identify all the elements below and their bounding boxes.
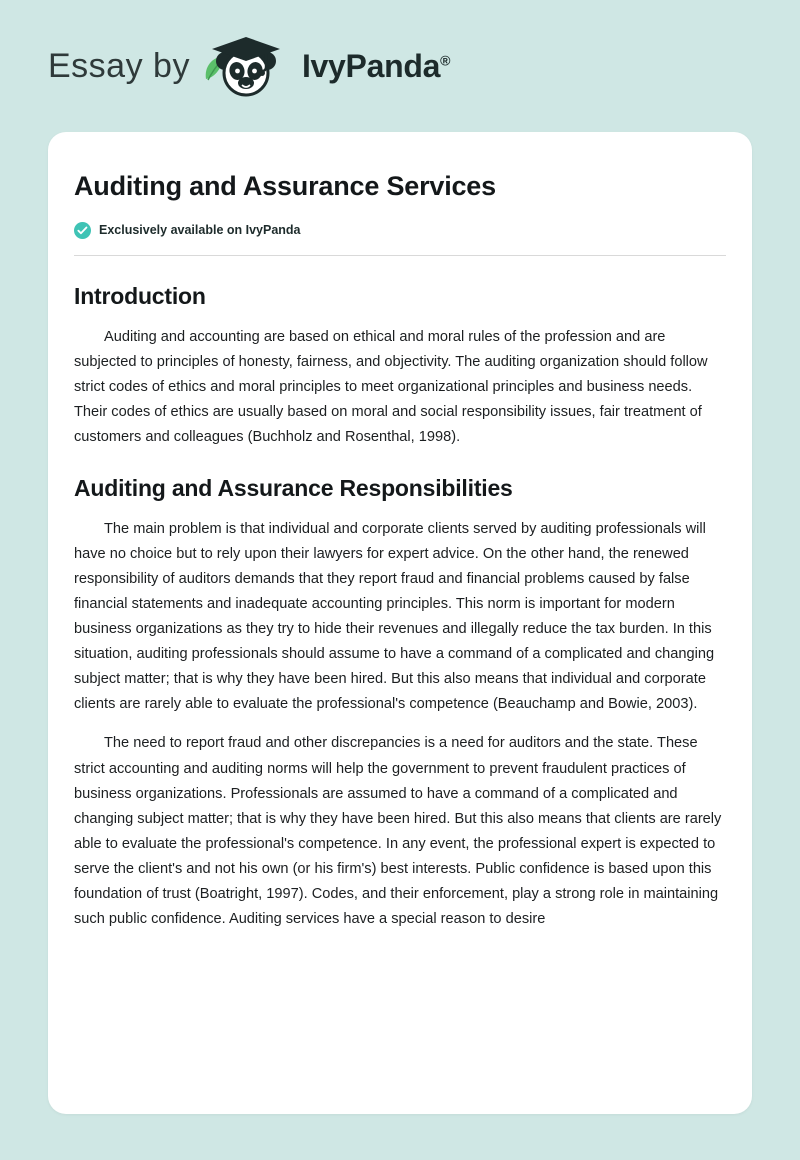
page-title: Auditing and Assurance Services	[74, 171, 496, 201]
check-circle-icon	[74, 222, 91, 239]
essay-by-label: Essay by	[48, 46, 190, 85]
paragraph: The main problem is that individual and corporate clients served by auditing professionals will have no choice but to rely upon their lawyers for expert advice. On the other hand, the renewed responsibility of auditors demands that they report fraud and financial problems caused by false financial statements and inadequate accounting principles. This norm is important for modern business organizations as they try to hide their revenues and illegally reduce the tax burden. In this situation, auditing professionals should assume to have a command of a complicated and changing subject matter; that is why they have been hired. But this also means that individual and corporate clients are rarely able to evaluate the professional's competence (Beauchamp and Bowie, 2003).	[74, 520, 715, 713]
document-card	[48, 132, 752, 1114]
site-header	[48, 0, 752, 132]
availability-badge-label: Exclusively available on IvyPanda	[99, 223, 301, 238]
brand-name-text: IvyPanda	[301, 47, 441, 84]
panda-graduation-cap-logo-icon	[200, 33, 296, 99]
brand-name	[302, 48, 450, 85]
availability-badge	[74, 222, 726, 239]
paragraph: The need to report fraud and other discrepancies is a need for auditors and the state. These strict accounting and auditing norms will help the government to prevent fraudulent practices of business organizations. Professionals are assumed to have a command of a complicated and changing subject matter; that is why they have been hired. But this also means that clients are rarely able to evaluate the professional's competence. In any event, the professional expert is expected to serve the client's and not his own (or his firm's) best interests. Public confidence is based upon this foundation of trust (Boatright, 1997). Codes, and their enforcement, play a strong role in maintaining such public confidence. Auditing services have a special reason to desire	[74, 735, 722, 928]
paragraph: Auditing and accounting are based on ethical and moral rules of the profession and are subjected to principles of honesty, fairness, and objectivity. The auditing organization should follow strict codes of ethics and moral principles to meet organizational principles and business needs. Their codes of ethics are usually based on moral and social responsibility issues, fair treatment of customers and colleagues (Buchholz and Rosenthal, 1998).	[74, 328, 708, 445]
document-body	[74, 170, 726, 932]
section-heading-responsibilities: Auditing and Assurance Responsibilities	[74, 474, 513, 501]
title-divider	[74, 255, 726, 256]
ivypanda-logo[interactable]	[200, 33, 450, 99]
registered-mark: ®	[440, 51, 451, 68]
section-heading-introduction: Introduction	[74, 282, 206, 309]
